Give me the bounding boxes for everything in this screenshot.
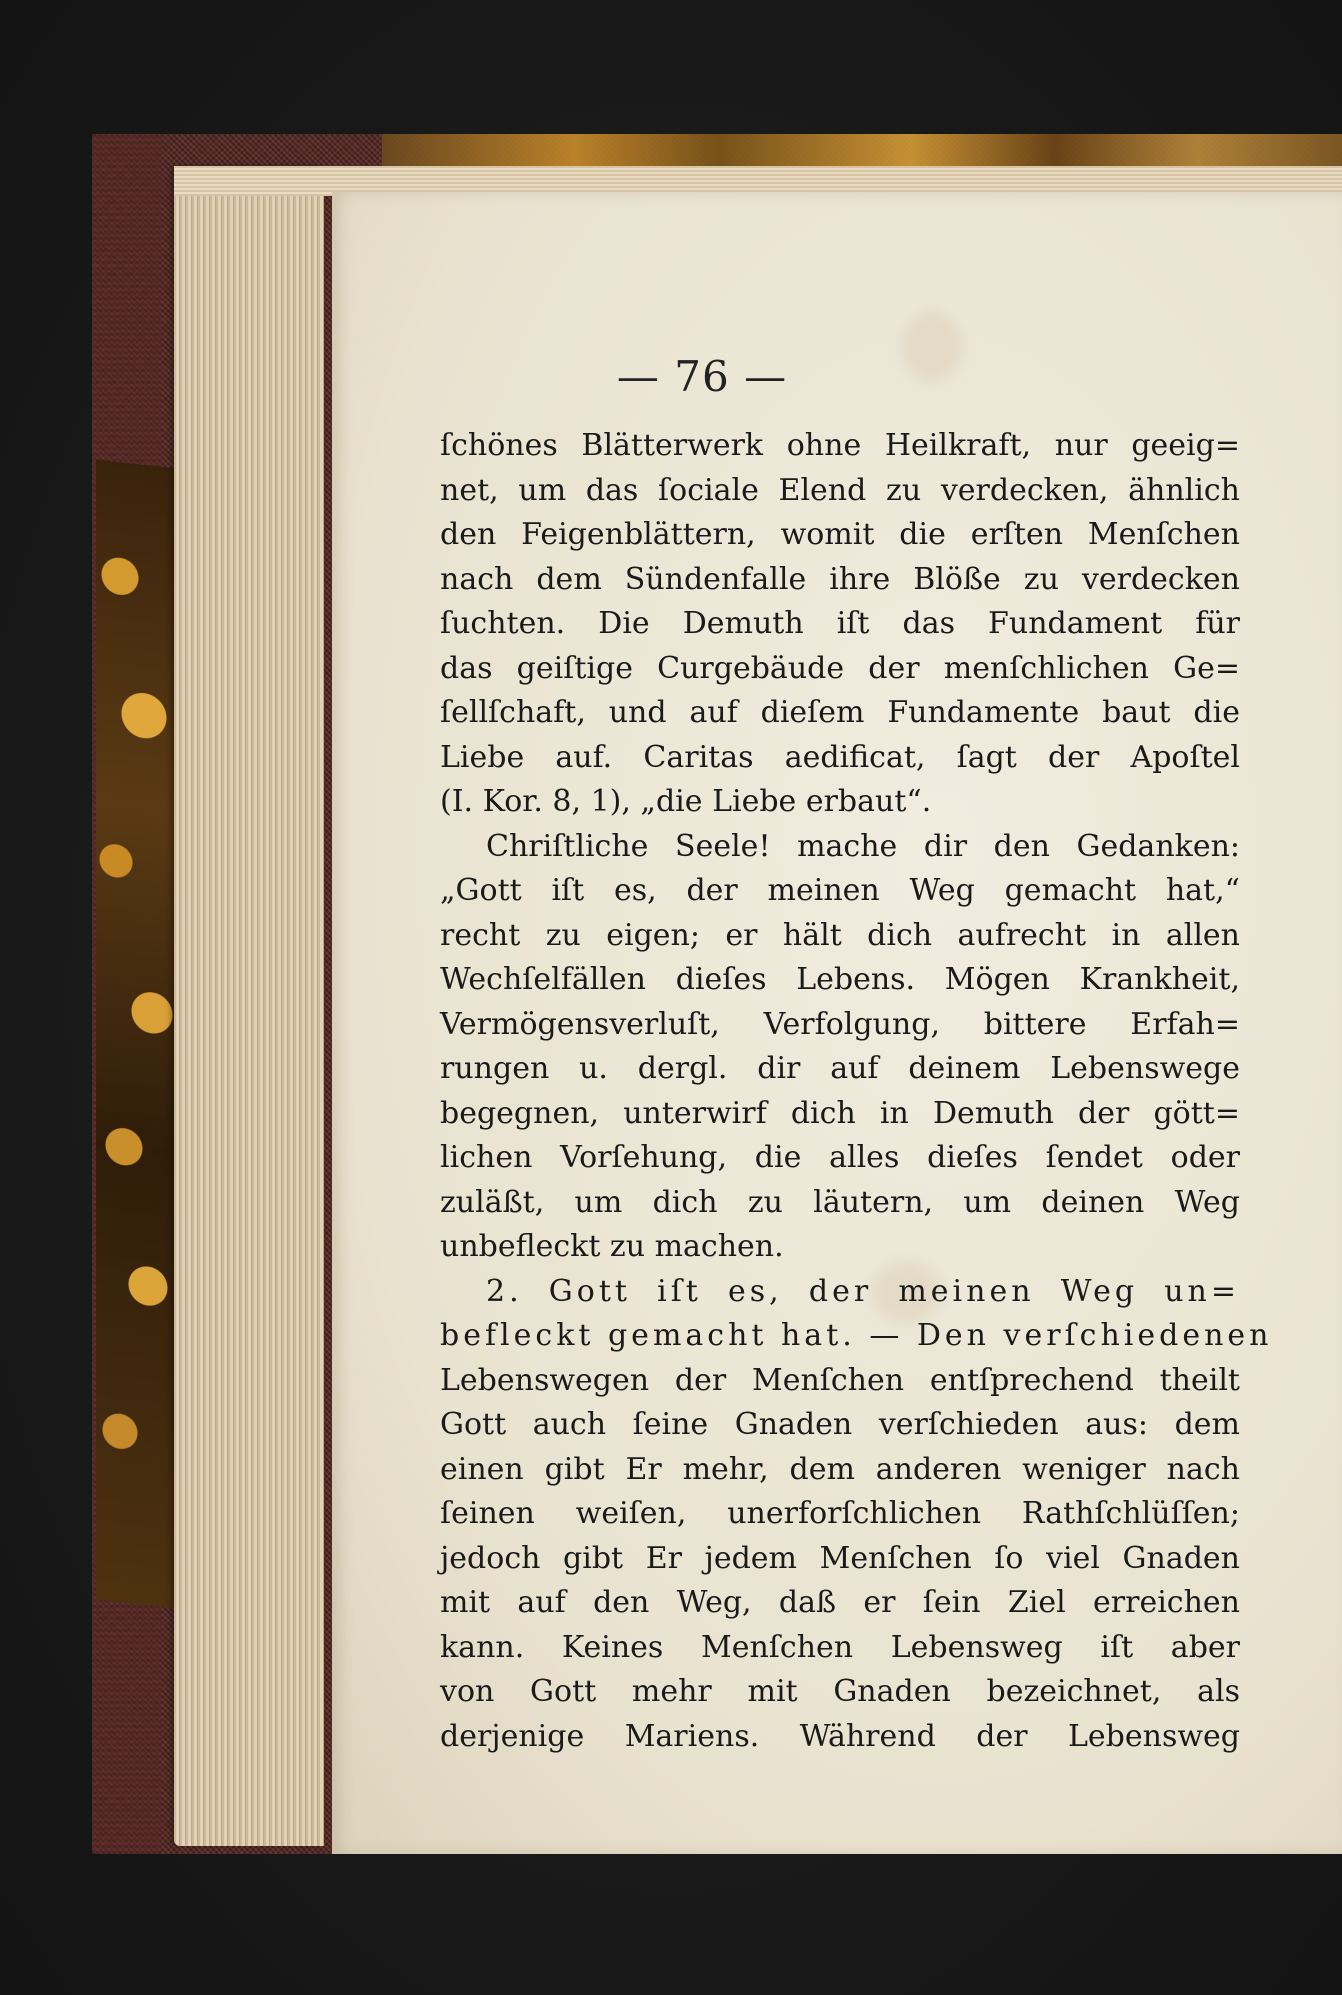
section-heading-line: befleckt gemacht hat. — Den verſchiedenen <box>440 1318 1273 1353</box>
text-line: derjenige Mariens. Während der Lebensweg <box>440 1718 1240 1754</box>
text-line: unbefleckt zu machen. <box>440 1229 784 1264</box>
book-page <box>332 192 1342 1854</box>
text-line: von Gott mehr mit Gnaden bezeichnet, als <box>440 1674 1240 1709</box>
text-line: Lebenswegen der Menſchen entſprechend theilt <box>440 1362 1240 1398</box>
text-line: „Gott iſt es, der meinen Weg gemacht hat,“ <box>440 873 1240 908</box>
text-line: ſeinen weiſen, unerforſchlichen Rathſchlüſſen; <box>440 1496 1240 1531</box>
text-line: mit auf den Weg, daß er ſein Ziel erreichen <box>440 1585 1240 1620</box>
open-book <box>92 134 1342 1854</box>
section-heading-line: 2. Gott iſt es, der meinen Weg un= <box>486 1273 1240 1309</box>
text-line: ſuchten. Die Demuth iſt das Fundament für <box>440 606 1240 641</box>
text-line: Wechſelfällen dieſes Lebens. Mögen Krankheit, <box>440 962 1240 997</box>
text-line: einen gibt Er mehr, dem anderen weniger nach <box>440 1451 1240 1487</box>
text-line: lichen Vorſehung, die alles dieſes ſendet oder <box>440 1140 1240 1175</box>
text-line: das geiſtige Curgebäude der menſchlichen Ge= <box>440 650 1240 686</box>
text-line: jedoch gibt Er jedem Menſchen ſo viel Gnaden <box>440 1540 1240 1576</box>
text-line: net, um das ſociale Elend zu verdecken, ähnlich <box>440 472 1240 508</box>
text-line: kann. Keines Menſchen Lebensweg iſt aber <box>440 1629 1240 1665</box>
text-line: ſellſchaft, und auf dieſem Fundamente baut die <box>440 695 1240 730</box>
page-block-edges <box>174 166 324 1846</box>
text-line: nach dem Sündenfalle ihre Blöße zu verdecken <box>440 561 1240 597</box>
text-line: begegnen, unterwirf dich in Demuth der gött= <box>440 1095 1240 1131</box>
marbled-cover-edge <box>96 460 176 1608</box>
text-line: rungen u. dergl. dir auf deinem Lebenswege <box>440 1051 1240 1086</box>
text-line: Gott auch ſeine Gnaden verſchieden aus: dem <box>440 1407 1240 1442</box>
text-line: recht zu eigen; er hält dich aufrecht in allen <box>440 917 1240 953</box>
text-line: (I. Kor. 8, 1), „die Liebe erbaut“. <box>440 784 932 819</box>
text-line: Liebe auf. Caritas aedificat, ſagt der Apoſtel <box>440 739 1240 775</box>
text-line: zuläßt, um dich zu läutern, um deinen Weg <box>440 1184 1240 1220</box>
text-line: Chriſtliche Seele! mache dir den Gedanken: <box>486 828 1240 864</box>
text-line: ſchönes Blätterwerk ohne Heilkraft, nur geeig= <box>440 428 1240 463</box>
page-number: — 76 — <box>616 352 788 401</box>
text-line: Vermögensverluſt, Verfolgung, bittere Erfah= <box>440 1006 1240 1042</box>
body-text <box>440 424 1273 1759</box>
text-line: den Feigenblättern, womit die erſten Menſchen <box>440 517 1240 552</box>
